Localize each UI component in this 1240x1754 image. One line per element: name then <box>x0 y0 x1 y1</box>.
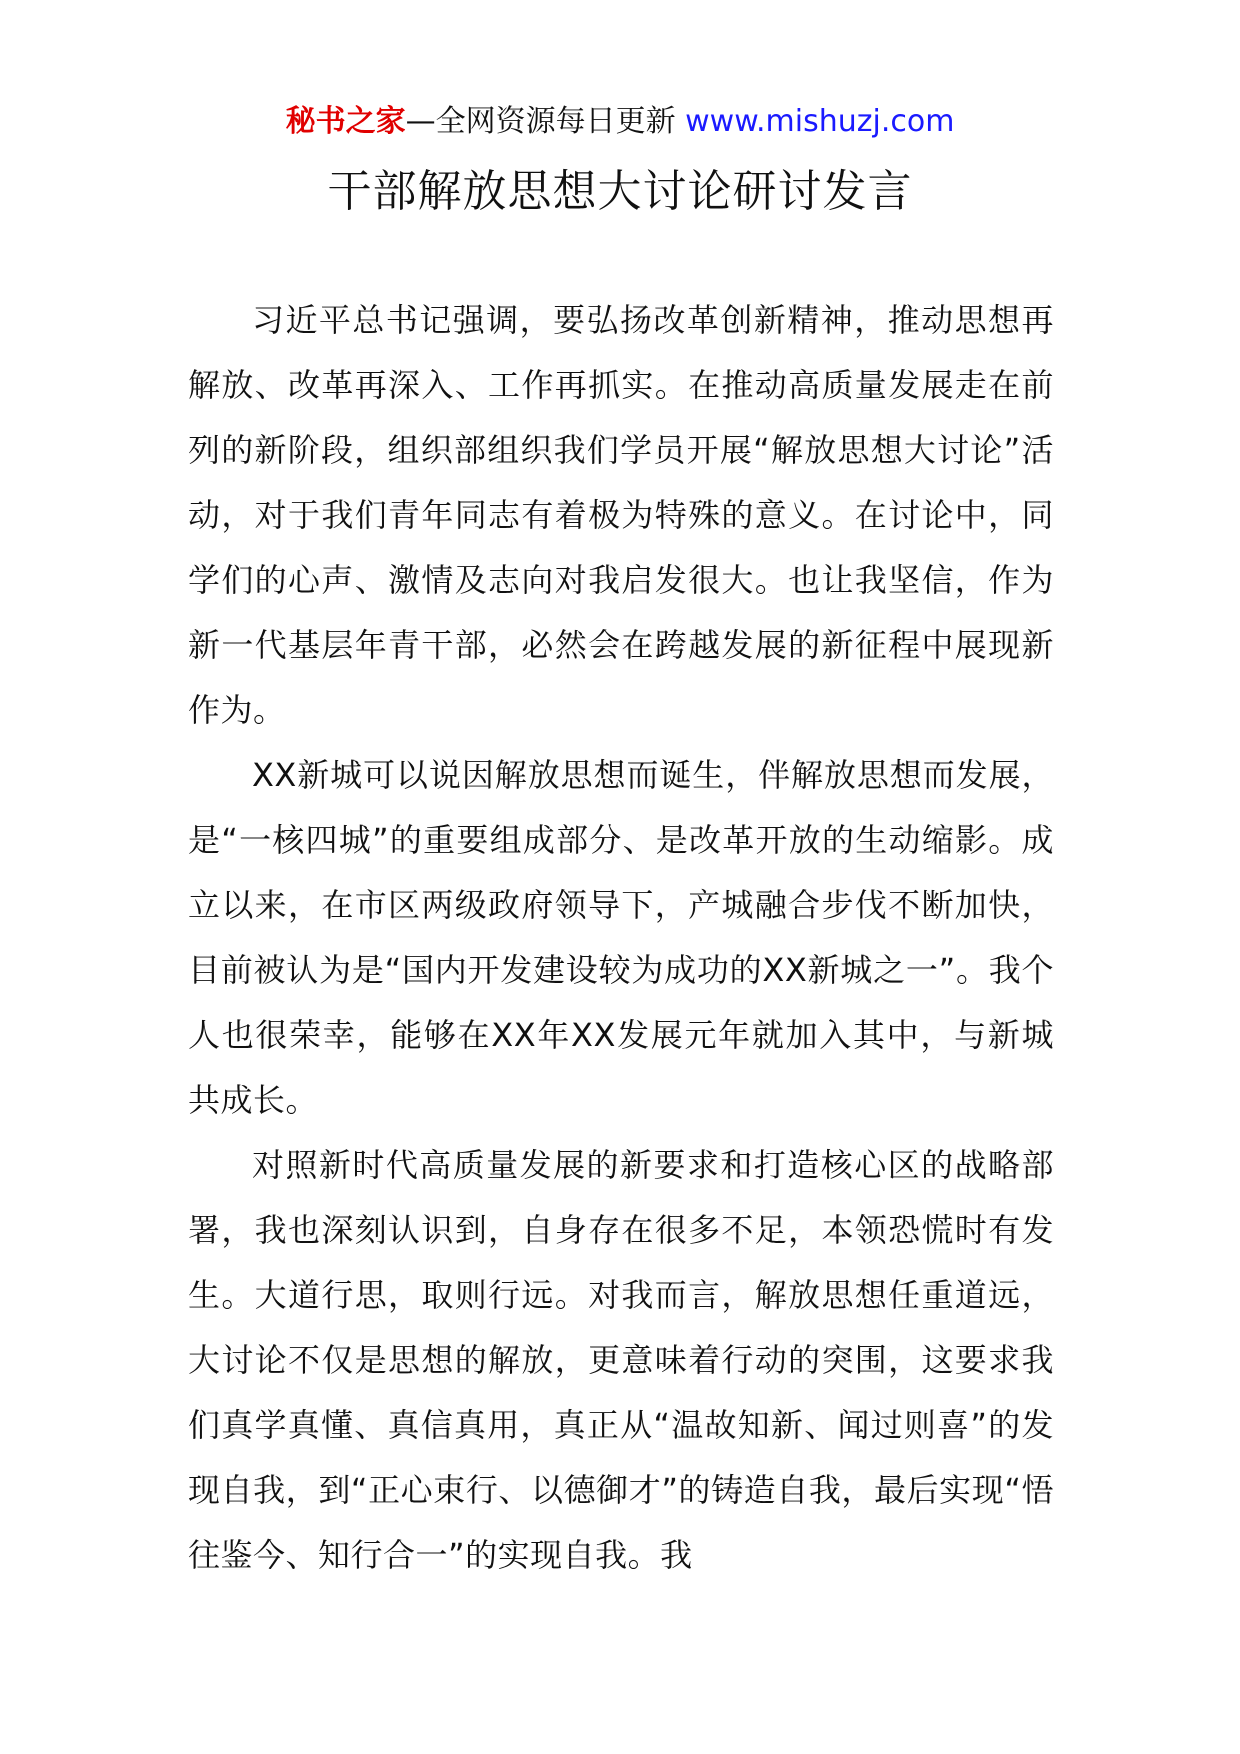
site-tagline: —全网资源每日更新 <box>405 104 686 139</box>
paragraph-1: 习近平总书记强调，要弘扬改革创新精神，推动思想再解放、改革再深入、工作再抓实。在推动高质量发展走在前列的新阶段，组织部组织我们学员开展“解放思想大讨论”活动，对于我们青年同志有着极为特殊的意义。在讨论中，同学们的心声、激情及志向对我启发很大。也让我坚信，作为新一代基层年青干部，必然会在跨越发展的新征程中展现新作为。 <box>188 301 1054 729</box>
site-url-link[interactable]: www.mishuzj.com <box>685 104 955 139</box>
document-body <box>188 288 1054 1588</box>
site-header <box>0 100 1240 144</box>
site-name: 秘书之家 <box>285 104 406 139</box>
paragraph-2: XX新城可以说因解放思想而诞生，伴解放思想而发展，是“一核四城”的重要组成部分、是改革开放的生动缩影。成立以来，在市区两级政府领导下，产城融合步伐不断加快，目前被认为是“国内开发建设较为成功的XX新城之一”。我个人也很荣幸，能够在XX年XX发展元年就加入其中，与新城共成长。 <box>188 756 1054 1119</box>
paragraph-3: 对照新时代高质量发展的新要求和打造核心区的战略部署，我也深刻认识到，自身存在很多不足，本领恐慌时有发生。大道行思，取则行远。对我而言，解放思想任重道远，大讨论不仅是思想的解放，更意味着行动的突围，这要求我们真学真懂、真信真用，真正从“温故知新、闻过则喜”的发现自我，到“正心束行、以德御才”的铸造自我，最后实现“悟往鉴今、知行合一”的实现自我。我 <box>188 1146 1054 1574</box>
document-title: 干部解放思想大讨论研讨发言 <box>327 166 913 217</box>
